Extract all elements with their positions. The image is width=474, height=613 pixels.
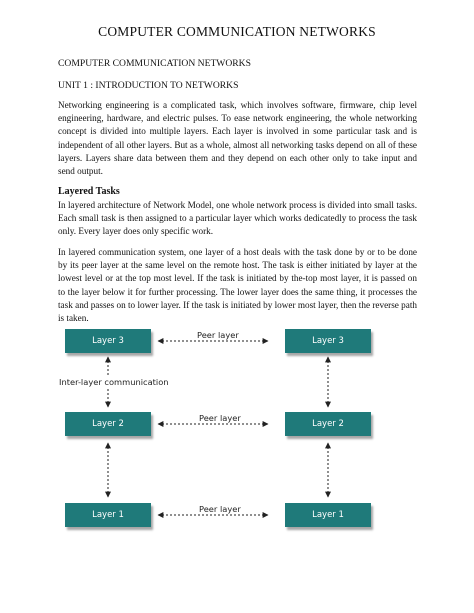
section-paragraph-1: In layered architecture of Network Model, one whole network process is divided into small tasks. Each small task is then assigned to a particular layer which works dedicatedly to process the task only. Every layer does only specific work. [58, 200, 417, 237]
left-layer-1-box: Layer 1 [65, 503, 151, 527]
left-layer-2-box: Layer 2 [65, 412, 151, 436]
page-title: COMPUTER COMMUNICATION NETWORKS [98, 24, 376, 39]
layer-diagram [58, 325, 418, 545]
right-layer-2-box: Layer 2 [285, 412, 371, 436]
left-layer-3-box: Layer 3 [65, 329, 151, 353]
inter-layer-label: Inter-layer communication [59, 377, 169, 387]
intro-paragraph: Networking engineering is a complicated task, which involves software, firmware, chip level engineering, hardware, and electric pulses. To ease network engineering, the whole networking concept is divided into multiple layers. Each layer is involved in some particular task and is independent of all other layers. But as a whole, almost all networking tasks depend on all of these layers. Layers share data between them and they depend on each other only to take input and send output. [58, 100, 417, 177]
section-heading: Layered Tasks [58, 186, 120, 197]
course-subtitle: COMPUTER COMMUNICATION NETWORKS [58, 58, 251, 69]
unit-heading: UNIT 1 : INTRODUCTION TO NETWORKS [58, 80, 239, 91]
peer-label-3: Peer layer [197, 330, 239, 340]
right-layer-3-box: Layer 3 [285, 329, 371, 353]
section-paragraph-2: In layered communication system, one layer of a host deals with the task done by or to be done by its peer layer at the same level on the remote host. The task is either initiated by layer at the lowest level or at the top most level. If the task is initiated by the-top most layer, it is passed on to the layer below it for further processing. The lower layer does the same thing, it processes the task and passes on to lower layer. If the task is initiated by lower most layer, then the reverse path is taken. [58, 247, 417, 324]
right-layer-1-box: Layer 1 [285, 503, 371, 527]
peer-label-2: Peer layer [199, 413, 241, 423]
peer-label-1: Peer layer [199, 504, 241, 514]
